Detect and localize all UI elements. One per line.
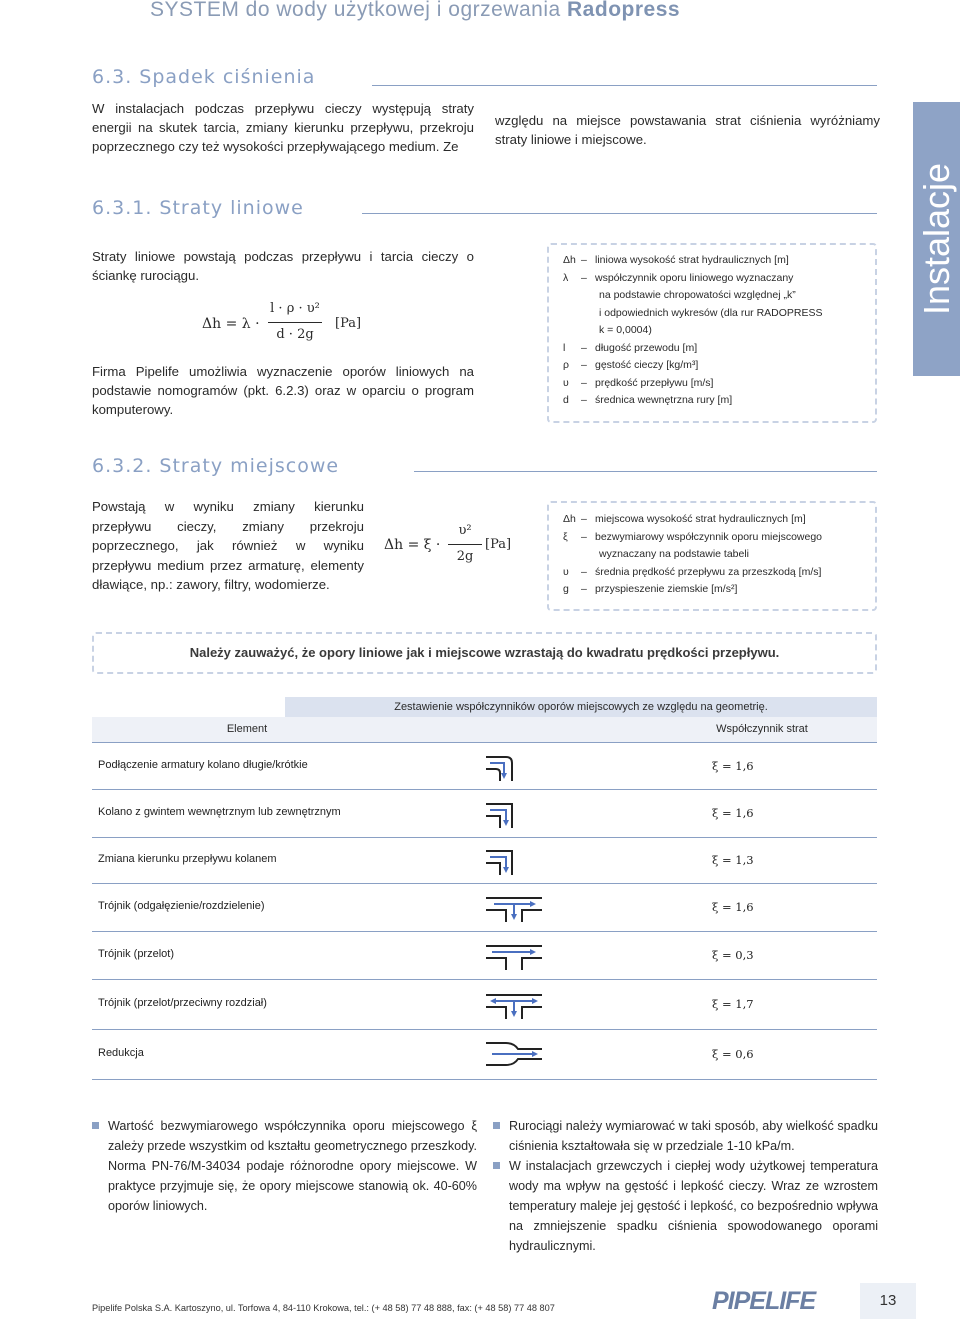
legend-row [563, 287, 873, 305]
legend-linear [563, 252, 873, 410]
legend-text: prędkość przepływu [m/s] [595, 376, 714, 389]
header-brand: Radopress [567, 0, 681, 21]
table-cell-coefficient: ξ = 1,6 [712, 806, 754, 820]
legend-dash: – [581, 254, 587, 266]
side-tab-label: Instalacje [915, 162, 957, 316]
legend-dash: – [581, 341, 587, 354]
long-elbow-icon [484, 751, 544, 783]
bullet-item [493, 1156, 878, 1256]
bullet-marker [92, 1122, 99, 1129]
bullet-text: W instalacjach grzewczych i ciepłej wody użytkowej temperatura wody ma wpływ na gęstość i lepkość cieczy. Wraz ze wzrostem temperatury maleje jej gęstość i lepkość, co bezpośrednio wpływa na zmniejszenie spadku ciśnienia spowodowanego oporami hydraulicznymi. [509, 1159, 878, 1253]
legend-text: przyspieszenie ziemskie [m/s²] [595, 583, 738, 595]
column-header-element: Element [226, 723, 268, 735]
footer-address: Pipelife Polska S.A. Kartoszyno, ul. Torfowa 4, 84-110 Krokowa, tel.: (+ 48 58) 77 48 888, fax: (+ 48 58) 77 48 807 [92, 1303, 555, 1313]
formula-local [384, 522, 524, 572]
legend-dash: – [581, 376, 587, 389]
side-tab [913, 102, 960, 376]
notice-text: Należy zauważyć, że opory liniowe jak i miejscowe wzrastają do kwadratu prędkości przepływu. [189, 645, 780, 660]
legend-text: współczynnik oporu liniowego wyznaczany [595, 271, 794, 284]
bullets-right [493, 1116, 878, 1256]
bullet-marker [493, 1162, 500, 1169]
legend-text: bezwymiarowy współczynnik oporu miejscowego [595, 530, 823, 543]
elbow-direction-icon [484, 845, 544, 877]
table-row [92, 980, 877, 1030]
table-cell-coefficient: ξ = 1,6 [712, 758, 754, 773]
table-cell-element: Zmiana kierunku przepływu kolanem [98, 853, 277, 865]
section-title-6-3-2: 6.3.2. Straty miejscowe [92, 455, 340, 477]
pipelife-logo: PIPELIFE [712, 1287, 816, 1315]
legend-symbol: ρ [563, 359, 569, 371]
formula-unit: [Pa] [485, 537, 512, 552]
paragraph-linear-losses: Straty liniowe powstają podczas przepływu i tarcia cieczy o ściankę rurociągu. [92, 249, 474, 283]
bullets-left [92, 1116, 477, 1216]
section-rule [362, 213, 877, 214]
table-row [92, 790, 877, 838]
legend-dash: – [581, 530, 587, 543]
legend-text: miejscowa wysokość strat hydraulicznych [m] [595, 513, 806, 525]
legend-symbol: d [563, 394, 569, 406]
table-caption: Zestawienie współczynników oporów miejscowych ze względu na geometrię. [285, 697, 877, 717]
header-title: SYSTEM do wody użytkowej i ogrzewania [150, 0, 568, 21]
tee-counter-icon [484, 989, 544, 1021]
table-cell-element: Podłączenie armatury kolano długie/krótkie [98, 758, 308, 771]
table-cell-coefficient: ξ = 0,6 [712, 1047, 754, 1061]
table-cell-element: Kolano z gwintem wewnętrznym lub zewnętrznym [98, 806, 341, 818]
threaded-elbow-icon [484, 798, 544, 830]
table-row [92, 884, 877, 932]
legend-row [563, 392, 873, 410]
legend-row [563, 511, 873, 529]
legend-text: długość przewodu [m] [595, 341, 698, 354]
section-rule [372, 85, 877, 86]
legend-symbol: λ [563, 271, 569, 284]
table-row [92, 1030, 877, 1080]
section-rule [414, 471, 877, 472]
legend-local [563, 511, 873, 599]
legend-row [563, 322, 873, 340]
paragraph-nomograms: Firma Pipelife umożliwia wyznaczenie oporów liniowych na podstawie nomogramów (pkt. 6.2.3) oraz w oparciu o program komputerowy. [92, 364, 474, 417]
legend-text: gęstość cieczy [kg/m³] [595, 359, 699, 371]
table-row [92, 743, 877, 790]
legend-symbol: υ [563, 376, 569, 389]
bullet-item [493, 1116, 878, 1156]
bullet-item [92, 1116, 477, 1216]
formula-numerator: υ² [458, 523, 472, 538]
legend-dash: – [581, 271, 587, 284]
legend-text: średnia prędkość przepływu za przeszkodą [m/s] [595, 565, 822, 578]
tee-through-icon [484, 940, 544, 972]
legend-text: średnica wewnętrzna rury [m] [595, 394, 733, 406]
fraction-bar [448, 544, 482, 545]
formula-lhs: Δh = λ · [202, 316, 260, 332]
legend-symbol: g [563, 583, 569, 595]
legend-text: wyznaczany na podstawie tabeli [599, 548, 750, 560]
table-row [92, 932, 877, 980]
paragraph-intro-right: względu na miejsce powstawania strat ciśnienia wyróżniamy straty liniowe i miejscowe. [495, 113, 880, 147]
paragraph-intro-left: W instalacjach podczas przepływu cieczy występują straty energii na skutek tarcia, zmiany kierunku przepływu, przekroju poprzecznego czy też wysokości przepływającego medium. Ze [92, 101, 474, 154]
legend-row [563, 375, 873, 393]
legend-text: k = 0,0004) [599, 324, 652, 336]
legend-dash: – [581, 583, 587, 595]
formula-lhs: Δh = ξ · [384, 537, 441, 553]
formula-denominator: d · 2g [276, 327, 314, 342]
bullet-marker [493, 1122, 500, 1129]
legend-row [563, 340, 873, 358]
legend-symbol: Δh [563, 513, 576, 525]
table-cell-coefficient: ξ = 0,3 [712, 948, 754, 962]
legend-text: liniowa wysokość strat hydraulicznych [m] [595, 254, 789, 266]
bullet-text: Rurociągi należy wymiarować w taki sposób, aby wielkość spadku ciśnienia kształtowała się w przedziale 1-10 kPa/m. [509, 1119, 878, 1153]
legend-row [563, 305, 873, 323]
formula-numerator: l · ρ · υ² [270, 301, 320, 316]
legend-symbol: Δh [563, 254, 576, 266]
formula-denominator: 2g [456, 549, 474, 564]
legend-text: i odpowiednich wykresów (dla rur RADOPRESS [599, 306, 823, 319]
legend-dash: – [581, 359, 587, 371]
table-cell-coefficient: ξ = 1,6 [712, 900, 754, 914]
legend-symbol: l [563, 341, 566, 354]
legend-row [563, 581, 873, 599]
table-cell-element: Trójnik (przelot) [98, 948, 174, 960]
table-cell-coefficient: ξ = 1,3 [712, 853, 754, 867]
table-cell-element: Redukcja [98, 1047, 144, 1059]
legend-dash: – [581, 394, 587, 406]
reducer-icon [484, 1039, 544, 1071]
column-header-coefficient: Współczynnik strat [716, 723, 808, 735]
bullet-text: Wartość bezwymiarowego współczynnika oporu miejscowego ξ zależy przede wszystkim od kształtu geometrycznego przeszkody. Norma PN-76/M-34034 podaje różnorodne opory miejscowe. W praktyce przyjmuje się, że opory miejscowe stanowią ok. 40-60% oporów liniowych. [108, 1119, 477, 1213]
fraction-bar [268, 322, 322, 323]
legend-row [563, 357, 873, 375]
formula-unit: [Pa] [335, 316, 362, 331]
tee-branch-icon [484, 892, 544, 924]
legend-row [563, 252, 873, 270]
legend-text: na podstawie chropowatości względnej „k” [599, 289, 796, 301]
legend-symbol: ξ [563, 530, 568, 543]
page-number: 13 [860, 1283, 916, 1319]
legend-dash: – [581, 513, 587, 525]
table-cell-coefficient: ξ = 1,7 [712, 997, 754, 1011]
formula-linear [202, 301, 402, 351]
legend-row [563, 546, 873, 564]
legend-row [563, 529, 873, 547]
legend-symbol: υ [563, 565, 569, 578]
table-cell-element: Trójnik (przelot/przeciwny rozdział) [98, 997, 267, 1009]
paragraph-local-losses: Powstają w wyniku zmiany kierunku przepływu cieczy, zmiany przekroju poprzecznego, jak również w wyniku przepływu medium przez armaturę, elementy dławiące, np.: zawory, filtry, wodomierze. [92, 499, 364, 592]
table-cell-element: Trójnik (odgałęzienie/rozdzielenie) [98, 900, 265, 912]
legend-row [563, 270, 873, 288]
legend-dash: – [581, 565, 587, 578]
section-title-6-3: 6.3. Spadek ciśnienia [92, 66, 316, 88]
table-row [92, 838, 877, 884]
legend-row [563, 564, 873, 582]
table-header [92, 717, 877, 743]
section-title-6-3-1: 6.3.1. Straty liniowe [92, 197, 304, 219]
running-header [150, 0, 930, 22]
